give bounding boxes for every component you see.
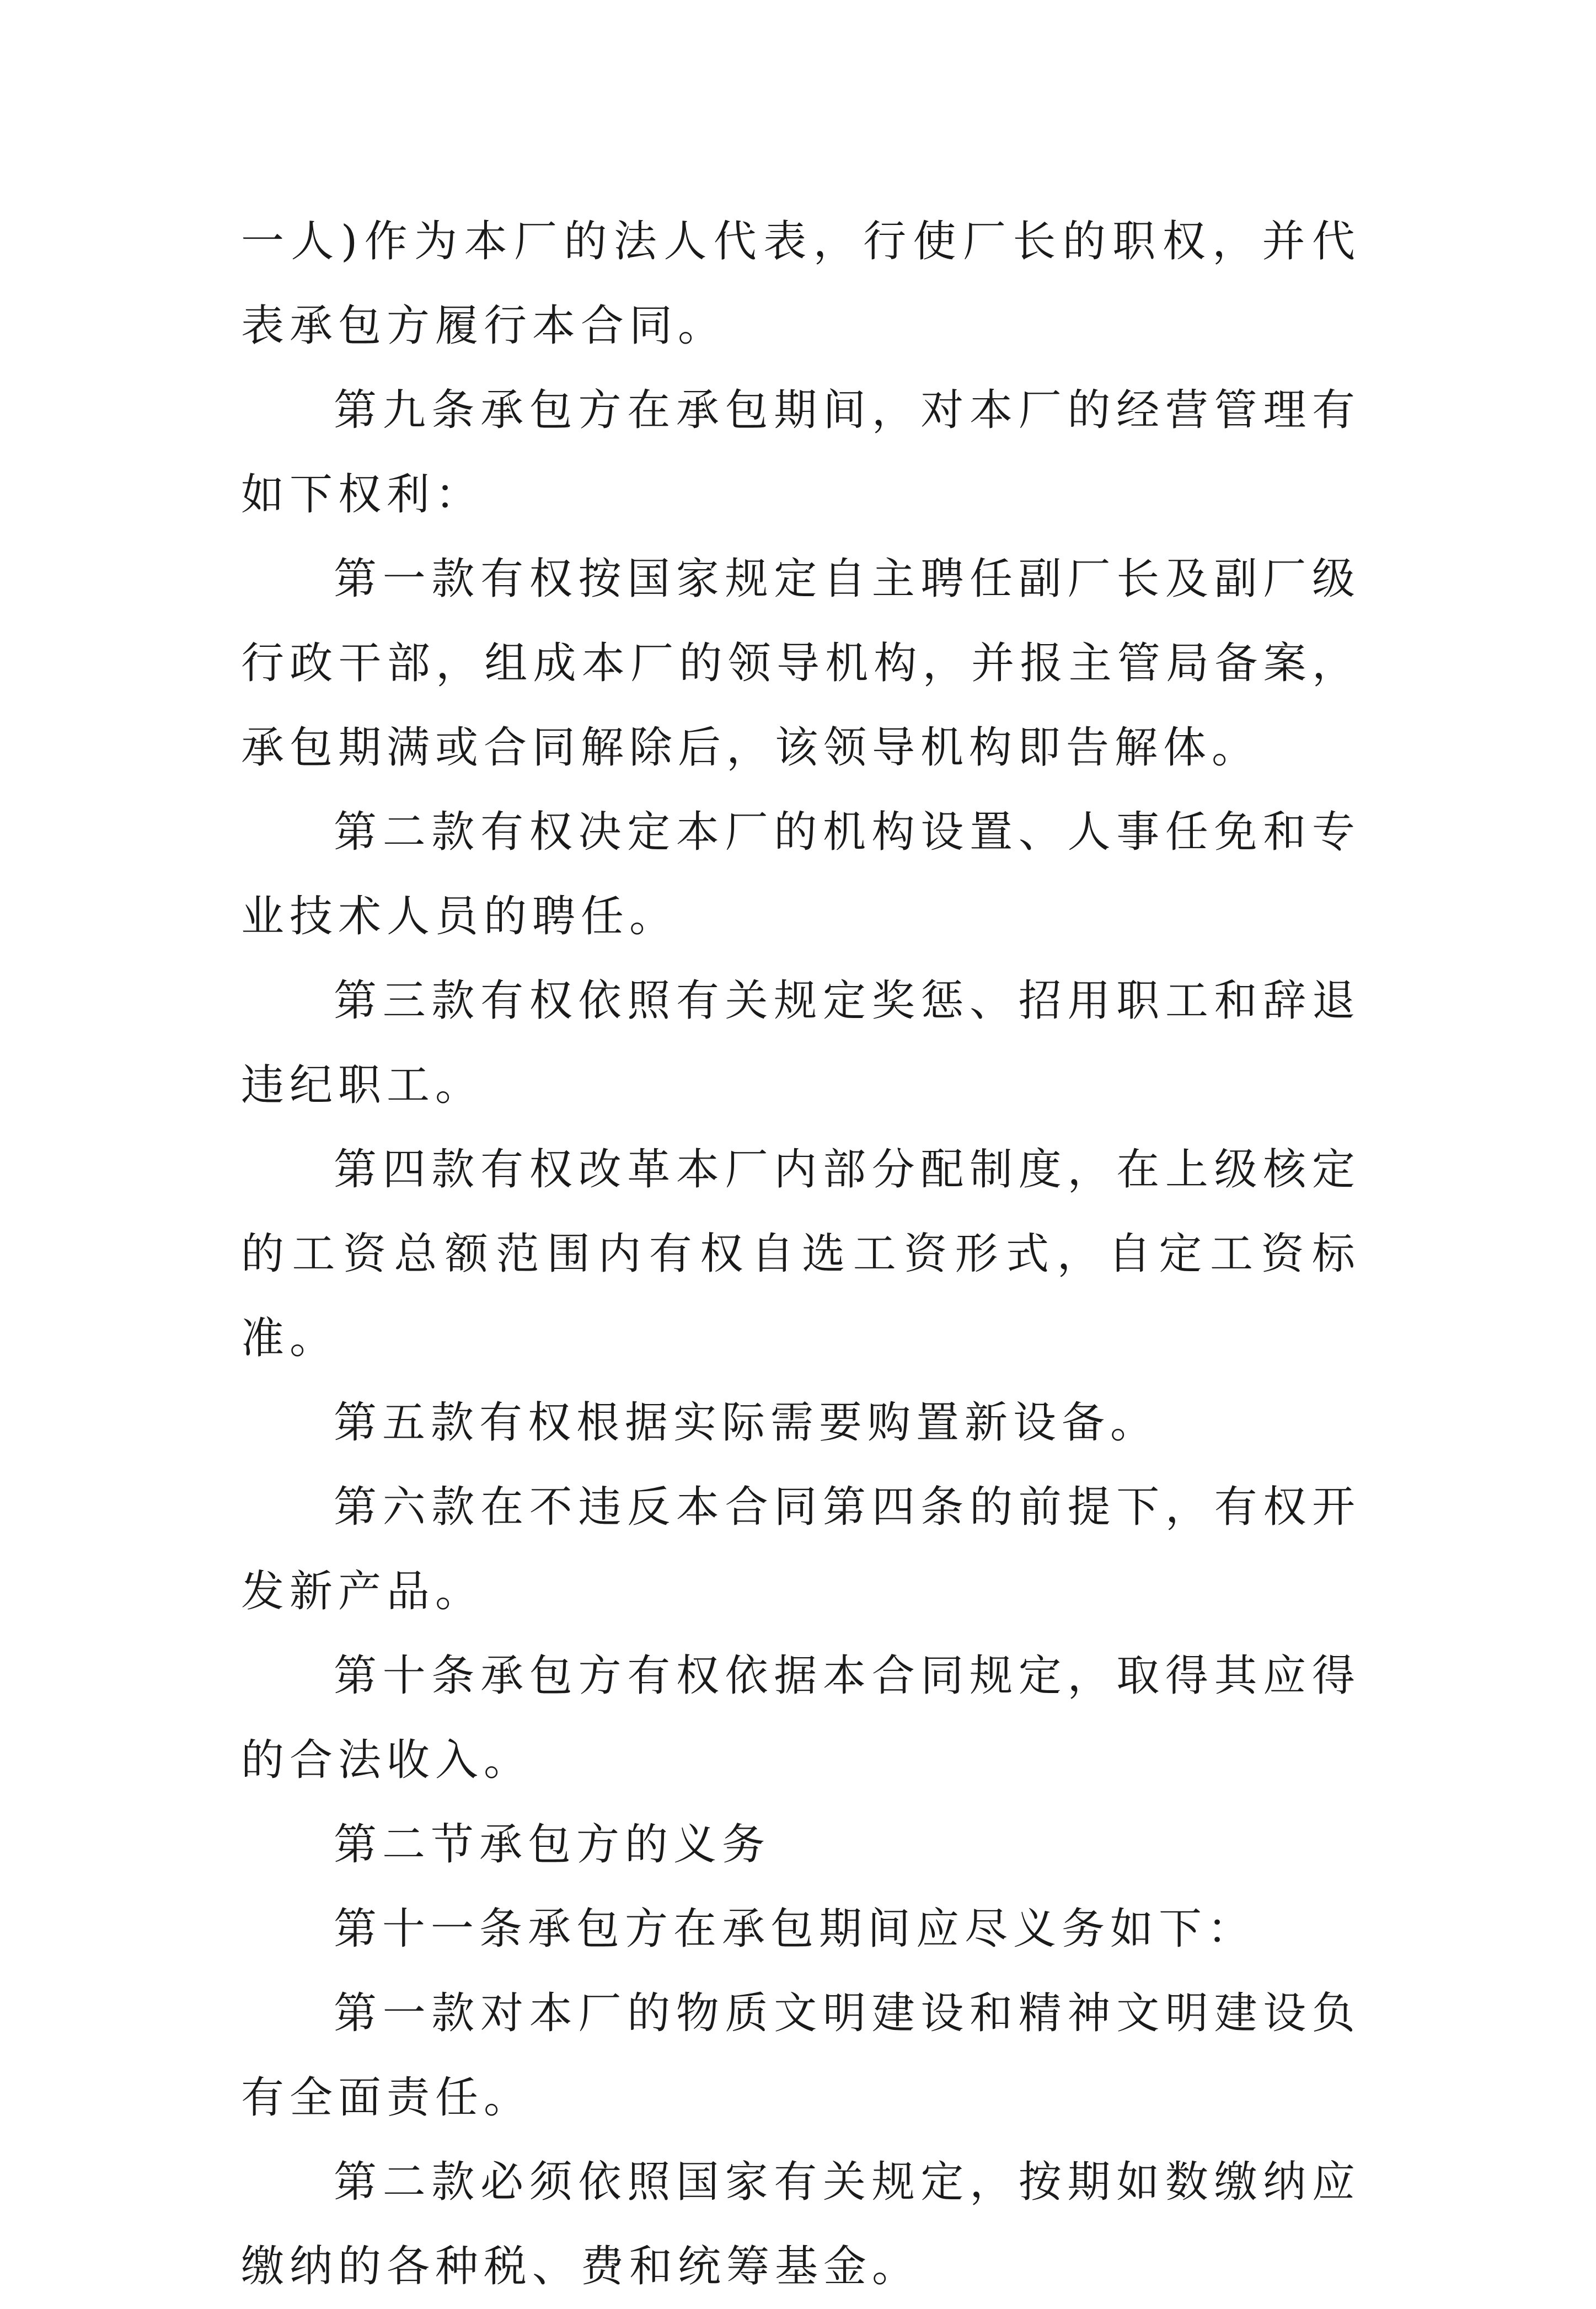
article-11: 第十一条承包方在承包期间应尽义务如下： [334, 1904, 1256, 1954]
article-11-clause-2: 第二款必须依照国家有关规定，按期如数缴纳应缴纳的各种税、费和统筹基金。 [241, 2157, 1361, 2291]
paragraph-continuation: 一人)作为本厂的法人代表，行使厂长的职权，并代表承包方履行本合同。 [241, 217, 1361, 351]
article-11-clause-1: 第一款对本厂的物质文明建设和精神文明建设负有全面责任。 [241, 1989, 1361, 2123]
document-body [241, 200, 1361, 2309]
article-9-clause-3: 第三款有权依照有关规定奖惩、招用职工和辞退违纪职工。 [241, 976, 1361, 1110]
article-9-clause-2: 第二款有权决定本厂的机构设置、人事任免和专业技术人员的聘任。 [241, 807, 1361, 941]
article-9-clause-5: 第五款有权根据实际需要购置新设备。 [334, 1398, 1159, 1448]
section-heading: 第二节承包方的义务 [334, 1820, 771, 1869]
article-9: 第九条承包方在承包期间，对本厂的经营管理有如下权利： [241, 385, 1361, 519]
article-9-clause-4: 第四款有权改革本厂内部分配制度，在上级核定的工资总额范围内有权自选工资形式，自定工资标准。 [241, 1145, 1361, 1363]
article-9-clause-6: 第六款在不违反本合同第四条的前提下，有权开发新产品。 [241, 1482, 1361, 1616]
article-10: 第十条承包方有权依据本合同规定，取得其应得的合法收入。 [241, 1651, 1361, 1785]
article-9-clause-1: 第一款有权按国家规定自主聘任副厂长及副厂级行政干部，组成本厂的领导机构，并报主管局备案，承包期满或合同解除后，该领导机构即告解体。 [241, 554, 1361, 773]
